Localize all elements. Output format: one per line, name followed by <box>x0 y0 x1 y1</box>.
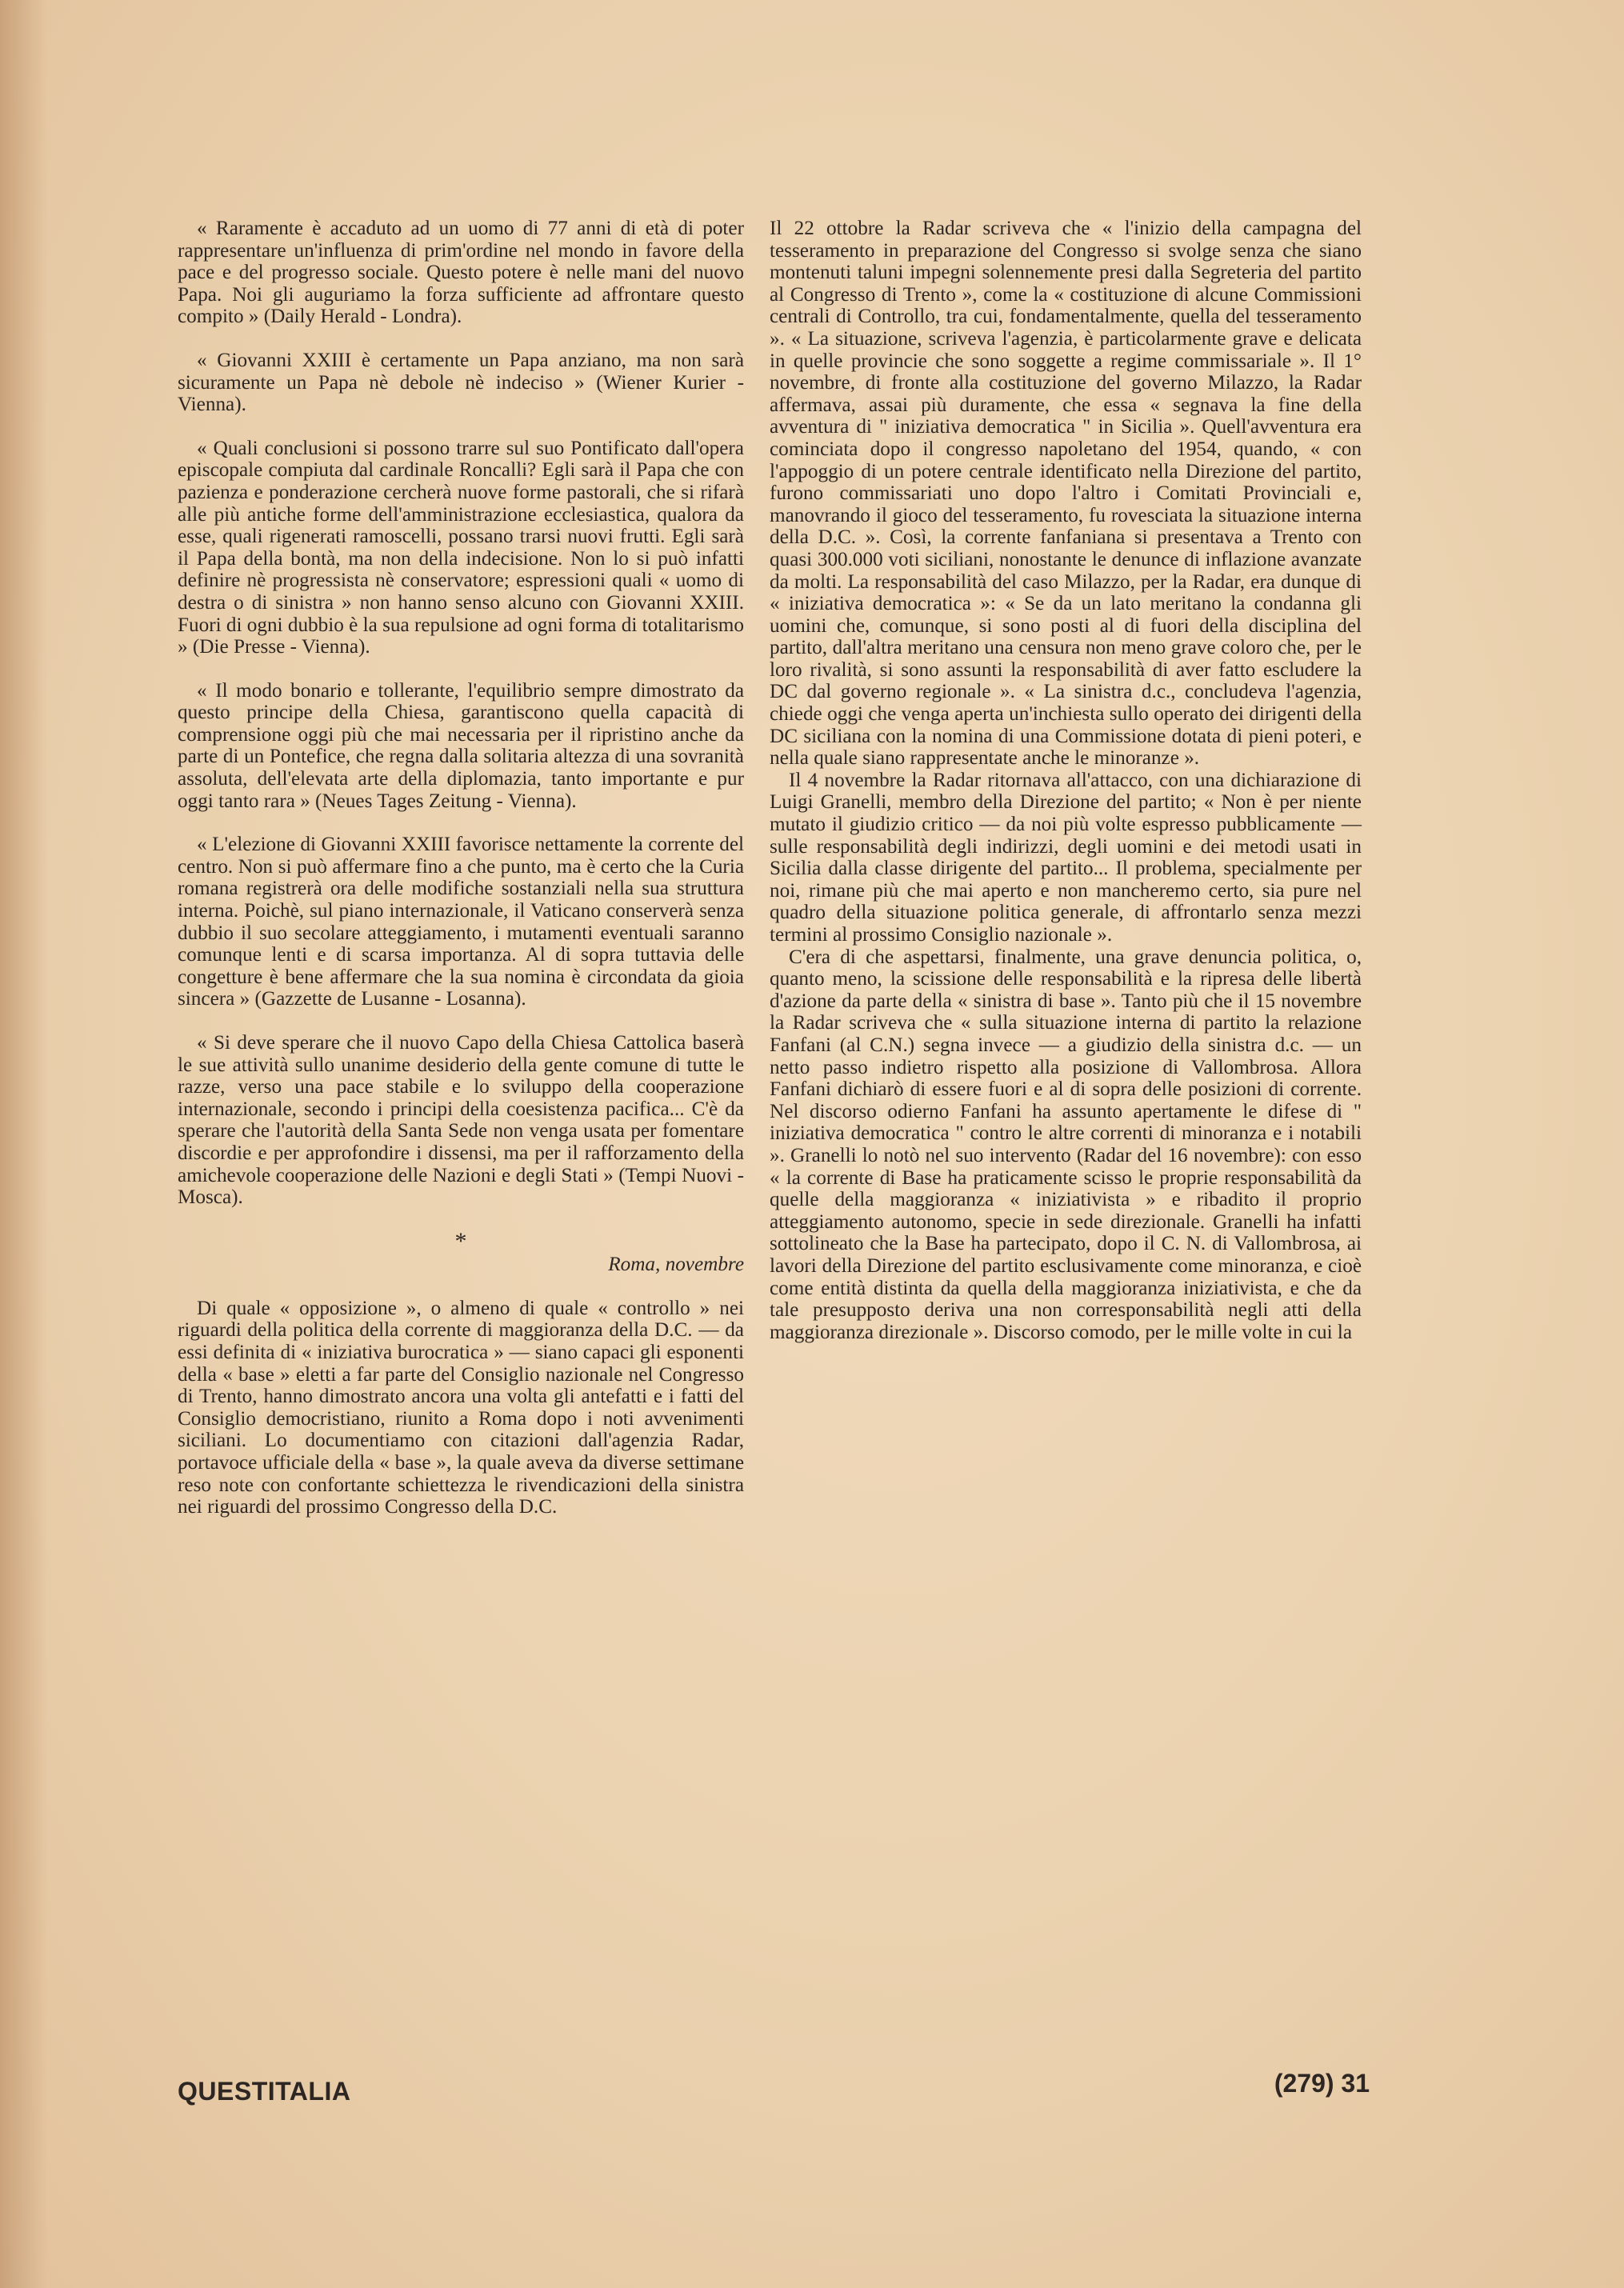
page-number: (279) 31 <box>1274 2069 1370 2098</box>
article-paragraph: C'era di che aspettarsi, finalmente, una grave denuncia politica, o, quanto meno, la scissione delle responsabilità e la ripresa delle libertà d'azione da parte della « sinistra di base ». Tanto più che il 15 novembre la Radar scriveva che « sulla situazione interna di partito la relazione Fanfani (al C.N.) segna invece — a giudizio della sinistra d.c. — un netto passo indietro rispetto alla posizione di Vallombrosa. Allora Fanfani dichiarò di essere fuori e al di sopra delle posizioni di corrente. Nel discorso odierno Fanfani ha assunto apertamente le difese di " iniziativa democratica " contro le altre correnti di minoranza e i notabili ». Granelli lo notò nel suo intervento (Radar del 16 novembre): con esso « la corrente di Base ha praticamente scisso le proprie responsabilità da quelle della maggioranza « iniziativista » e ribadito il proprio atteggiamento autonomo, specie in sede direzionale. Granelli ha infatti sottolineato che la Base ha partecipato, dopo il C. N. di Vallombrosa, ai lavori della Direzione del partito esclusivamente come minoranza, e cioè come entità distinta da quella della maggioranza iniziativista, e che da tale presupposto deriva una non corresponsabilità negli atti della maggioranza direzionale ». Discorso comodo, per le mille volte in cui la <box>770 946 1362 1343</box>
article-paragraph: Di quale « opposizione », o almeno di quale « controllo » nei riguardi della politica della corrente di maggioranza della D.C. — da essi definita di « iniziativa burocratica » — siano capaci gli esponenti della « base » eletti a far parte del Consiglio nazionale nel Congresso di Trento, hanno dimostrato ancora una volta gli antefatti e i fatti del Consiglio democristiano, riunito a Roma dopo i noti avvenimenti siciliani. Lo documentiamo con citazioni dall'agenzia Radar, portavoce ufficiale della « base », la quale aveva da diverse settimane reso note con confortante schiettezza le rivendicazioni della sinistra nei riguardi del prossimo Congresso della D.C. <box>178 1297 744 1518</box>
dateline: Roma, novembre <box>608 1253 744 1275</box>
left-column <box>178 218 744 1518</box>
article-paragraph: Il 4 novembre la Radar ritornava all'attacco, con una dichiarazione di Luigi Granelli, membro della Direzione del partito; « Non è per niente mutato il giudizio critico — da noi più volte espresso pubblicamente — sulle responsabilità degli indirizzi, degli uomini e dei metodi usati in Sicilia dalla classe dirigente del partito... Il problema, specialmente per noi, rimane più che mai aperto e non mancheremo certo, sia pure nel quadro della situazione politica generale, di affrontarlo senza mezzi termini al prossimo Consiglio nazionale ». <box>770 769 1362 946</box>
quote-die-presse: « Quali conclusioni si possono trarre sul suo Pontificato dall'opera episcopale compiuta dal cardinale Roncalli? Egli sarà il Papa che con pazienza e ponderazione cercherà nuove forme pastorali, che si rifarà alle più antiche forme dell'amministrazione ecclesiastica, qualora da esse, quali rigenerati ramoscelli, possano trarsi nuovi frutti. Egli sarà il Papa della bontà, ma non della indecisione. Non lo si può infatti definire nè progressista nè conservatore; espressioni quali « uomo di destra o di sinistra » non hanno senso alcuno con Giovanni XXIII. Fuori di ogni dubbio è la sua repulsione ad ogni forma di totalitarismo » (Die Presse - Vienna). <box>178 437 744 658</box>
quote-neues-tages-zeitung: « Il modo bonario e tollerante, l'equilibrio sempre dimostrato da questo principe della Chiesa, garantiscono quella capacità di comprensione oggi più che mai necessaria per il ripristino anche da parte di un Pontefice, che regna dalla solitaria altezza di una sovranità assoluta, dell'elevata arte della diplomazia, tanto importante e pur oggi tanto rara » (Neues Tages Zeitung - Vienna). <box>178 679 744 812</box>
right-column <box>770 218 1362 1343</box>
quote-gazzette-de-lusanne: « L'elezione di Giovanni XXIII favorisce nettamente la corrente del centro. Non si può affermare fino a che punto, ma è certo che la Curia romana registrerà ora delle modifiche sostanziali nella sua struttura interna. Poichè, sul piano internazionale, il Vaticano conserverà senza dubbio il suo secolare atteggiamento, i mutamenti eventuali saranno comunque lenti e di scarsa importanza. Al di sopra tuttavia delle congetture è bene affermare che la sua nomina è circondata da gioia sincera » (Gazzette de Lusanne - Losanna). <box>178 834 744 1010</box>
quote-daily-herald: « Raramente è accaduto ad un uomo di 77 anni di età di poter rappresentare un'influenza di prim'ordine nel mondo in favore della pace e del progresso sociale. Questo potere è nelle mani del nuovo Papa. Noi gli auguriamo la forza sufficiente ad affrontare questo compito » (Daily Herald - Londra). <box>178 218 744 328</box>
section-separator: * <box>454 1227 467 1254</box>
quote-tempi-nuovi: « Si deve sperare che il nuovo Capo della Chiesa Cattolica baserà le sue attività sullo unanime desiderio della gente comune di tutte le razze, verso una pace stabile e lo sviluppo della cooperazione internazionale, secondo i principi della coesistenza pacifica... C'è da sperare che l'autorità della Santa Sede non venga usata per fomentare discordie e per approfondire i dissensi, ma per il rafforzamento della amichevole cooperazione delle Nazioni e degli Stati » (Tempi Nuovi - Mosca). <box>178 1032 744 1209</box>
quote-wiener-kurier: « Giovanni XXIII è certamente un Papa anziano, ma non sarà sicuramente un Papa nè debole nè indeciso » (Wiener Kurier - Vienna). <box>178 349 744 416</box>
magazine-name: QUESTITALIA <box>178 2077 351 2106</box>
page-edge-shadow <box>0 0 48 2288</box>
article-paragraph: Il 22 ottobre la Radar scriveva che « l'inizio della campagna del tesseramento in preparazione del Congresso si svolge senza che siano montenuti taluni impegni solennemente presi dalla Segreteria del partito al Congresso di Trento », come la « costituzione di alcune Commissioni centrali di Controllo, tra cui, fondamentalmente, quella del tesseramento ». « La situazione, scriveva l'agenzia, è particolarmente grave e delicata in quelle provincie che sono soggette a regime commissariale ». Il 1° novembre, di fronte alla costituzione del governo Milazzo, la Radar affermava, assai più duramente, che essa « segnava la fine della avventura di " iniziativa democratica " in Sicilia ». Quell'avventura era cominciata dopo il congresso napoletano del 1954, quando, « con l'appoggio di un potere centrale identificato nella Direzione del partito, furono commissariati uno dopo l'altro i Comitati Provinciali e, manovrando il gioco del tesseramento, fu rovesciata la situazione interna della D.C. ». Così, la corrente fanfaniana si presentava a Trento con quasi 300.000 voti siciliani, nonostante le denunce di inflazione avanzate da molti. La responsabilità del caso Milazzo, per la Radar, era dunque di « iniziativa democratica »: « Se da un lato meritano la condanna gli uomini che, comunque, si sono posti al di fuori della disciplina del partito, dall'altra meritano una censura non meno grave coloro che, per le loro rivalità, si sono assunti la responsabilità di aver fatto escludere la DC dal governo regionale ». « La sinistra d.c., concludeva l'agenzia, chiede oggi che venga aperta un'inchiesta sullo operato dei dirigenti della DC siciliana con la nomina di una Commissione dotata di pieni poteri, e nella quale siano rappresentate anche le minoranze ». <box>770 218 1362 770</box>
